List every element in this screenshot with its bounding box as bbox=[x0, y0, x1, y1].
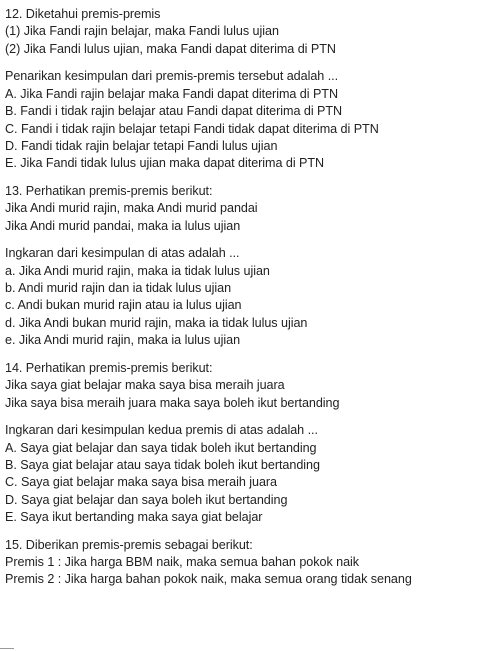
premise: Jika saya giat belajar maka saya bisa meraih juara bbox=[5, 378, 285, 393]
question-heading: 14. Perhatikan premis-premis berikut: bbox=[5, 360, 213, 375]
premise: Premis 1 : Jika harga BBM naik, maka semua bahan pokok naik bbox=[5, 555, 360, 570]
answer-option: a. Jika Andi murid rajin, maka ia tidak lulus ujian bbox=[5, 263, 270, 278]
question-prompt: Ingkaran dari kesimpulan kedua premis di atas adalah ... bbox=[5, 423, 318, 438]
answer-option: A. Jika Fandi rajin belajar maka Fandi dapat diterima di PTN bbox=[5, 86, 338, 101]
question-prompt: Ingkaran dari kesimpulan di atas adalah ... bbox=[5, 246, 240, 261]
question-13 bbox=[5, 183, 485, 350]
premise: Premis 2 : Jika harga bahan pokok naik, maka semua orang tidak senang bbox=[5, 572, 412, 587]
premise: Jika saya bisa meraih juara maka saya boleh ikut bertanding bbox=[5, 395, 340, 410]
premise: Jika Andi murid rajin, maka Andi murid pandai bbox=[5, 201, 258, 216]
answer-option: D. Saya giat belajar dan saya boleh ikut bertanding bbox=[5, 492, 288, 507]
page-edge-divider bbox=[0, 648, 14, 649]
answer-option: d. Jika Andi bukan murid rajin, maka ia tidak lulus ujian bbox=[5, 315, 308, 330]
answer-option: c. Andi bukan murid rajin atau ia lulus ujian bbox=[5, 298, 242, 313]
answer-option: C. Fandi i tidak rajin belajar tetapi Fandi tidak dapat diterima di PTN bbox=[5, 121, 379, 136]
answer-option: A. Saya giat belajar dan saya tidak boleh ikut bertanding bbox=[5, 440, 317, 455]
question-heading: 13. Perhatikan premis-premis berikut: bbox=[5, 183, 213, 198]
answer-option: B. Saya giat belajar atau saya tidak boleh ikut bertanding bbox=[5, 457, 320, 472]
answer-option: E. Saya ikut bertanding maka saya giat belajar bbox=[5, 510, 263, 525]
question-prompt: Penarikan kesimpulan dari premis-premis tersebut adalah ... bbox=[5, 69, 339, 84]
question-heading: 12. Diketahui premis-premis bbox=[5, 7, 161, 21]
answer-option: B. Fandi i tidak rajin belajar atau Fandi dapat diterima di PTN bbox=[5, 104, 343, 119]
answer-option: D. Fandi tidak rajin belajar tetapi Fandi lulus ujian bbox=[5, 138, 278, 153]
answer-option: E. Jika Fandi tidak lulus ujian maka dapat diterima di PTN bbox=[5, 156, 325, 171]
answer-option: C. Saya giat belajar maka saya bisa meraih juara bbox=[5, 475, 278, 490]
question-heading: 15. Diberikan premis-premis sebagai berikut: bbox=[5, 537, 253, 552]
question-15 bbox=[5, 537, 485, 589]
answer-option: e. Jika Andi murid rajin, maka ia lulus ujian bbox=[5, 333, 241, 348]
answer-option: b. Andi murid rajin dan ia tidak lulus ujian bbox=[5, 281, 232, 296]
question-12 bbox=[5, 6, 485, 173]
premise: (1) Jika Fandi rajin belajar, maka Fandi lulus ujian bbox=[5, 24, 279, 39]
premise: (2) Jika Fandi lulus ujian, maka Fandi dapat diterima di PTN bbox=[5, 41, 336, 56]
premise: Jika Andi murid pandai, maka ia lulus ujian bbox=[5, 218, 241, 233]
question-14 bbox=[5, 360, 485, 527]
document-page bbox=[5, 6, 485, 589]
